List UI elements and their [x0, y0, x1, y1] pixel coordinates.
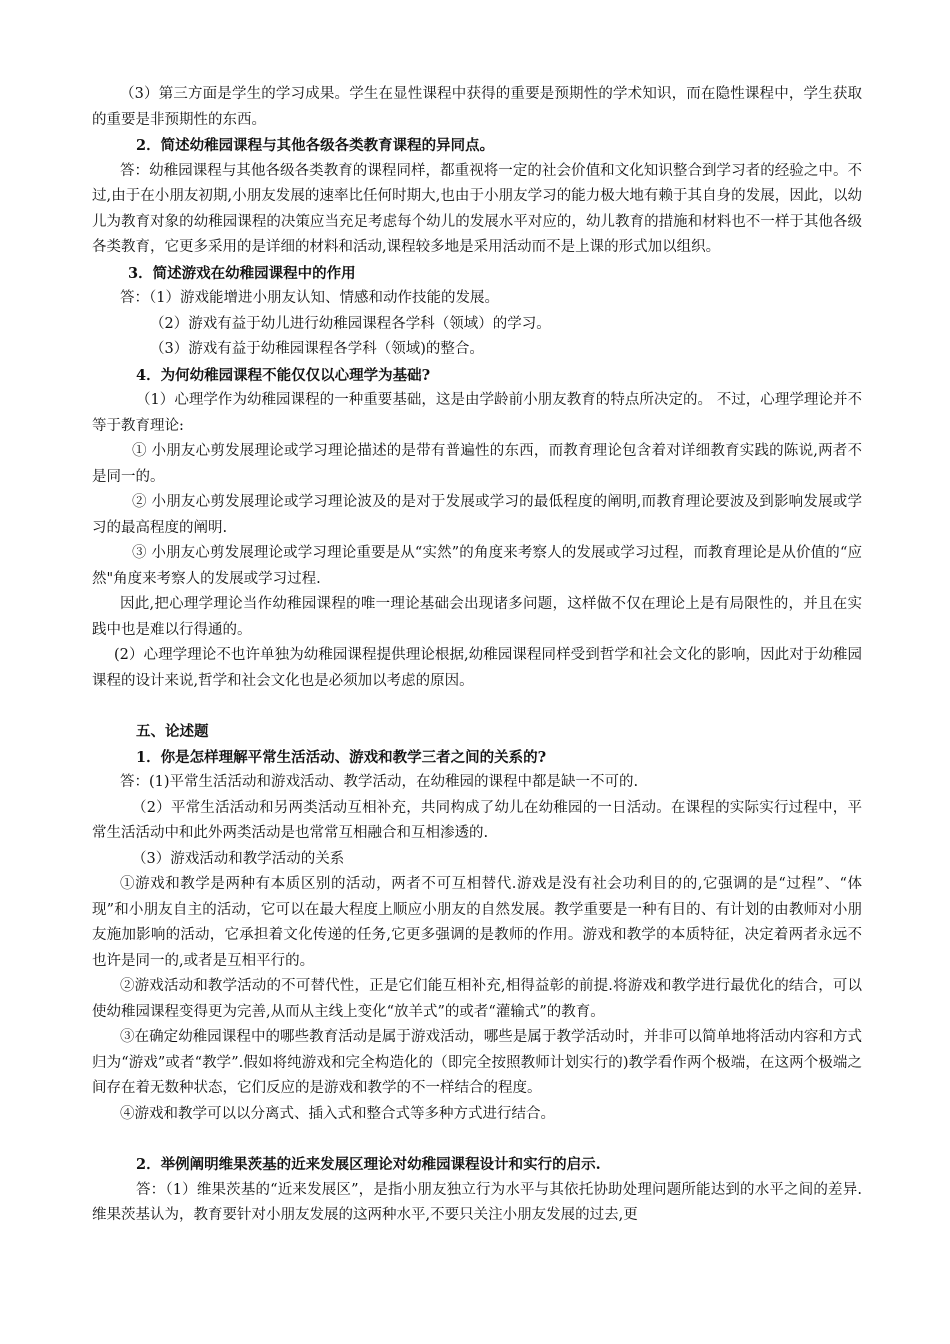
- section-heading: 2．简述幼稚园课程与其他各级各类教育课程的异同点。: [136, 137, 495, 154]
- paragraph: （3）第三方面是学生的学习成果。学生在显性课程中获得的重要是预期性的学术知识，而在隐性课程中，学生获取的重要是非预期性的东西。: [92, 86, 862, 128]
- paragraph: (2）心理学理论不也许单独为幼稚园课程提供理论根据,幼稚园课程同样受到哲学和社会文化的影响，因此对于幼稚园课程的设计来说,哲学和社会文化也是必须加以考虑的原因。: [92, 647, 862, 689]
- section-heading: 五、论述题: [136, 723, 209, 740]
- paragraph: ②游戏活动和教学活动的不可替代性，正是它们能互相补充,相得益彰的前提.将游戏和教学进行最优化的结合，可以使幼稚园课程变得更为完善,从而从主线上变化“放羊式”的或者“灌输式”的教育。: [92, 978, 862, 1020]
- paragraph: ③在确定幼稚园课程中的哪些教育活动是属于游戏活动，哪些是属于教学活动时，并非可以简单地将活动内容和方式归为“游戏”或者“教学”.假如将纯游戏和完全构造化的（即完全按照教师计划实行的)教学看作两个极端，在这两个极端之间存在着无数种状态，它们反应的是游戏和教学的不一样结合的程度。: [92, 1029, 862, 1096]
- section-heading: 3．简述游戏在幼稚园课程中的作用: [128, 264, 356, 282]
- section-heading: 2．举例阐明维果茨基的近来发展区理论对幼稚园课程设计和实行的启示.: [136, 1156, 601, 1173]
- paragraph: （1）心理学作为幼稚园课程的一种重要基础，这是由学龄前小朋友教育的特点所决定的。 不过，心理学理论并不等于教育理论:: [92, 392, 862, 434]
- paragraph: ①游戏和教学是两种有本质区别的活动，两者不可互相替代.游戏是没有社会功利目的的,它强调的是“过程”、“体现”和小朋友自主的活动，它可以在最大程度上顺应小朋友的自然发展。教学重要是一种有目的、有计划的由教师对小朋友施加影响的活动，它承担着文化传递的任务,它更多强调的是教师的作用。游戏和教学的本质特征，决定着两者永远不也许是同一的,或者是互相平行的。: [92, 876, 862, 969]
- paragraph: （3）游戏有益于幼稚园课程各学科（领域)的整合。: [150, 341, 484, 357]
- paragraph: 因此,把心理学理论当作幼稚园课程的唯一理论基础会出现诸多问题，这样做不仅在理论上是有局限性的，并且在实践中也是难以行得通的。: [92, 596, 862, 638]
- blank-line: [92, 694, 862, 719]
- section-heading: 4．为何幼稚园课程不能仅仅以心理学为基础?: [136, 366, 431, 384]
- paragraph: ① 小朋友心剪发展理论或学习理论描述的是带有普遍性的东西，而教育理论包含着对详细教育实践的陈说,两者不是同一的。: [92, 443, 862, 485]
- paragraph: 答：幼稚园课程与其他各级各类教育的课程同样，都重视将一定的社会价值和文化知识整合到学习者的经验之中。不过,由于在小朋友初期,小朋友发展的速率比任何时期大,也由于小朋友学习的能力极大地有赖于其自身的发展，因此，以幼儿为教育对象的幼稚园课程的决策应当充足考虑每个幼儿的发展水平对应的，幼儿教育的措施和材料也不一样于其他各级各类教育，它更多采用的是详细的材料和活动,课程较多地是采用活动而不是上课的形式加以组织。: [92, 162, 862, 255]
- paragraph: （2）平常生活活动和另两类活动互相补充，共同构成了幼儿在幼稚园的一日活动。在课程的实际实行过程中，平常生活活动中和此外两类活动是也常常互相融合和互相渗透的.: [92, 799, 862, 841]
- paragraph: ③ 小朋友心剪发展理论或学习理论重要是从“实然”的角度来考察人的发展或学习过程，而教育理论是从价值的“应然"角度来考察人的发展或学习过程.: [92, 545, 862, 587]
- paragraph: 答：(1)平常生活活动和游戏活动、教学活动，在幼稚园的课程中都是缺一不可的.: [120, 774, 639, 790]
- document-body: [92, 82, 862, 1229]
- paragraph: （2）游戏有益于幼儿进行幼稚园课程各学科（领域）的学习。: [150, 315, 551, 332]
- blank-line: [92, 1127, 862, 1152]
- paragraph: ④游戏和教学可以以分离式、插入式和整合式等多种方式进行结合。: [120, 1105, 555, 1122]
- paragraph: （3）游戏活动和教学活动的关系: [132, 850, 345, 867]
- section-heading: 1．你是怎样理解平常生活活动、游戏和教学三者之间的关系的?: [136, 748, 547, 766]
- paragraph: ② 小朋友心剪发展理论或学习理论波及的是对于发展或学习的最低程度的阐明,而教育理论要波及到影响发展或学习的最高程度的阐明.: [92, 494, 862, 536]
- paragraph: 答：（1）游戏能增进小朋友认知、情感和动作技能的发展。: [120, 290, 499, 306]
- paragraph: 答：（1）维果茨基的“近来发展区”，是指小朋友独立行为水平与其依托协助处理问题所能达到的水平之间的差异.维果茨基认为，教育要针对小朋友发展的这两种水平,不要只关注小朋友发展的过去,更: [92, 1181, 862, 1223]
